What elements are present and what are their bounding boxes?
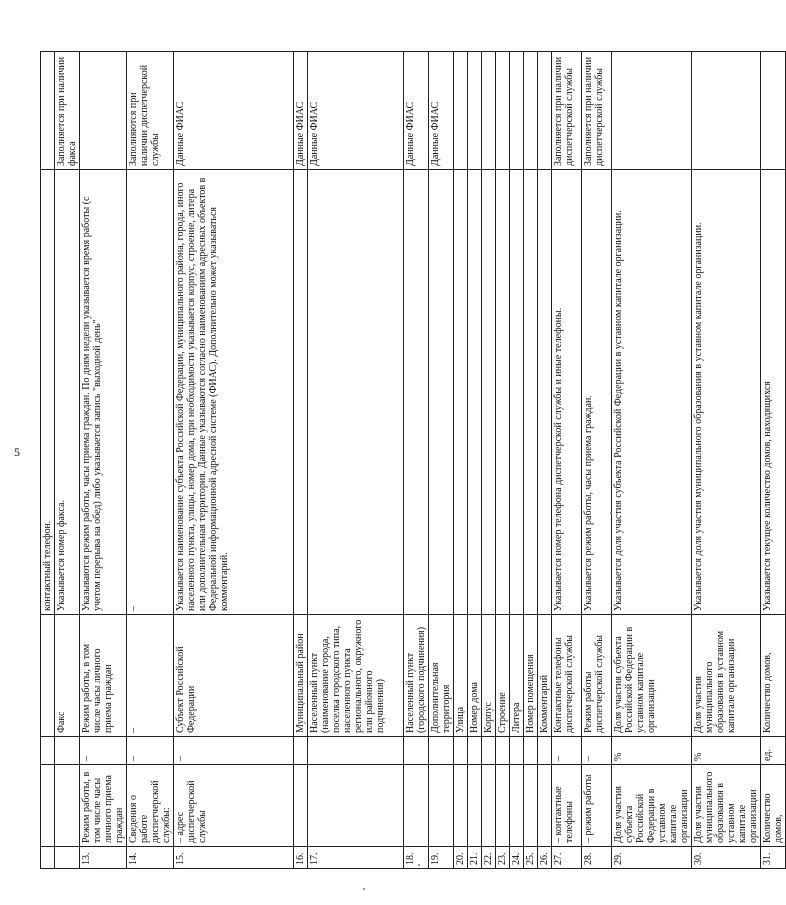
row-number-cell: 28. xyxy=(582,847,612,869)
parameter-name-cell xyxy=(404,765,429,847)
row-number-cell: 18. xyxy=(404,847,429,869)
parameter-name-cell: Режим работы, в том числе часы личного приема граждан xyxy=(80,765,127,847)
parameter-name-cell: Количество домов, xyxy=(761,765,786,847)
description-cell xyxy=(496,170,510,615)
field-name-cell: Литера xyxy=(510,615,524,737)
note-cell xyxy=(496,52,510,170)
unit-cell xyxy=(468,737,482,765)
note-cell xyxy=(761,52,786,170)
table-row xyxy=(552,52,582,869)
field-name-cell: Строение xyxy=(496,615,510,737)
parameter-name-cell: Доля участия субъекта Российской Федерации в уставном капитале организации xyxy=(612,765,692,847)
parameter-name-cell: – контактные телефоны xyxy=(552,765,582,847)
field-name-cell: Комментарий xyxy=(538,615,552,737)
field-name-cell: Муниципальный район xyxy=(294,615,308,737)
field-name-cell xyxy=(41,615,55,737)
description-cell: – xyxy=(127,170,174,615)
parameter-name-cell xyxy=(55,765,80,847)
field-name-cell: Дополнительная территория xyxy=(429,615,454,737)
description-cell: Указывается доля участия муниципального образования в уставном капитале организации. xyxy=(692,170,761,615)
unit-cell xyxy=(41,737,55,765)
note-cell xyxy=(41,52,55,170)
note-cell: Данные ФИАС xyxy=(308,52,404,170)
unit-cell xyxy=(55,737,80,765)
row-number-cell: 15. xyxy=(174,847,294,869)
description-cell: Указывается текущее количество домов, находящихся xyxy=(761,170,786,615)
field-name-cell: Населенный пункт (наименование города, поселка городского типа, населенного пункта регионального, окружного или районного подчинения) xyxy=(308,615,404,737)
field-name-cell: Улица xyxy=(454,615,468,737)
row-number-cell: 27. xyxy=(552,847,582,869)
description-cell: Указывается наименование субъекта Российской Федерации, муниципального района, города, иного населенного пункта, улицы, номер дома, при необходимости указывается корпус, строение, литера или дополнительная территория. Данные указываются согласно наименованиям адресных объектов в Федеральной информационной адресной системе (ФИАС). Дополнительно может указываться комментарий. xyxy=(174,170,294,615)
description-cell: Указывается номер телефона диспетчерской службы и иные телефоны. xyxy=(552,170,582,615)
table-row xyxy=(41,52,55,869)
description-cell xyxy=(308,170,404,615)
parameter-name-cell xyxy=(294,765,308,847)
row-number-cell: 25. xyxy=(524,847,538,869)
description-cell xyxy=(482,170,496,615)
table-row xyxy=(127,52,174,869)
table-row xyxy=(308,52,404,869)
unit-cell xyxy=(510,737,524,765)
note-cell: Заполняется при наличии диспетчерской службы xyxy=(552,52,582,170)
unit-cell xyxy=(496,737,510,765)
field-name-cell: – xyxy=(127,615,174,737)
table-row xyxy=(174,52,294,869)
description-cell: Указывается номер факса. xyxy=(55,170,80,615)
scan-speck xyxy=(418,864,420,866)
parameter-name-cell xyxy=(429,765,454,847)
row-number-cell: 24. xyxy=(510,847,524,869)
unit-cell xyxy=(404,737,429,765)
page-number: 5 xyxy=(14,445,20,459)
table-row xyxy=(429,52,454,869)
parameter-name-cell: Сведения о работе диспетчерской службы: xyxy=(127,765,174,847)
table-row xyxy=(482,52,496,869)
field-name-cell: Количество домов, xyxy=(761,615,786,737)
unit-cell xyxy=(524,737,538,765)
description-cell xyxy=(429,170,454,615)
unit-cell: – xyxy=(80,737,127,765)
parameter-name-cell xyxy=(538,765,552,847)
note-cell xyxy=(482,52,496,170)
parameter-name-cell xyxy=(468,765,482,847)
field-name-cell: Контактные телефоны диспетчерской службы xyxy=(552,615,582,737)
row-number-cell: 20. xyxy=(454,847,468,869)
unit-cell: % xyxy=(612,737,692,765)
table-row xyxy=(294,52,308,869)
note-cell: Заполняется при наличии факса xyxy=(55,52,80,170)
table-row xyxy=(55,52,80,869)
table-row xyxy=(454,52,468,869)
field-name-cell: Номер помещения xyxy=(524,615,538,737)
field-name-cell: Доля участия муниципального образования в уставном капитале организации xyxy=(692,615,761,737)
note-cell: Данные ФИАС xyxy=(294,52,308,170)
row-number-cell: 19. xyxy=(429,847,454,869)
note-cell: Данные ФИАС xyxy=(429,52,454,170)
table-body xyxy=(41,52,786,869)
table-row xyxy=(496,52,510,869)
data-table xyxy=(40,51,786,869)
note-cell: Заполняются при наличии диспетчерской службы xyxy=(127,52,174,170)
description-cell: контактный телефон. xyxy=(41,170,55,615)
field-name-cell: Режим работы диспетчерской службы xyxy=(582,615,612,737)
table-row xyxy=(612,52,692,869)
row-number-cell: 14. xyxy=(127,847,174,869)
unit-cell xyxy=(482,737,496,765)
table-row xyxy=(761,52,786,869)
description-cell xyxy=(468,170,482,615)
description-cell xyxy=(454,170,468,615)
rotated-table-sheet xyxy=(40,52,784,869)
row-number-cell: 23. xyxy=(496,847,510,869)
note-cell: Заполняется при наличии диспетчерской службы xyxy=(582,52,612,170)
parameter-name-cell xyxy=(524,765,538,847)
parameter-name-cell: – режим работы xyxy=(582,765,612,847)
field-name-cell: Факс xyxy=(55,615,80,737)
description-cell: Указывается доля участия субъекта Российской Федерации в уставном капитале организации. xyxy=(612,170,692,615)
table-row xyxy=(468,52,482,869)
unit-cell: ед. xyxy=(761,737,786,765)
note-cell xyxy=(692,52,761,170)
table-row xyxy=(524,52,538,869)
description-cell xyxy=(510,170,524,615)
row-number-cell: 13. xyxy=(80,847,127,869)
note-cell xyxy=(612,52,692,170)
field-name-cell: Номер дома xyxy=(468,615,482,737)
table-row xyxy=(582,52,612,869)
parameter-name-cell xyxy=(496,765,510,847)
unit-cell xyxy=(308,737,404,765)
parameter-name-cell xyxy=(308,765,404,847)
description-cell xyxy=(538,170,552,615)
note-cell xyxy=(524,52,538,170)
table-row xyxy=(404,52,429,869)
scan-speck xyxy=(363,888,365,890)
description-cell xyxy=(404,170,429,615)
row-number-cell: 26. xyxy=(538,847,552,869)
row-number-cell: 21. xyxy=(468,847,482,869)
row-number-cell xyxy=(55,847,80,869)
row-number-cell: 22. xyxy=(482,847,496,869)
field-name-cell: Корпус xyxy=(482,615,496,737)
table-row xyxy=(80,52,127,869)
unit-cell xyxy=(294,737,308,765)
table-row xyxy=(510,52,524,869)
description-cell xyxy=(524,170,538,615)
unit-cell: – xyxy=(127,737,174,765)
note-cell xyxy=(538,52,552,170)
row-number-cell: 29. xyxy=(612,847,692,869)
note-cell xyxy=(454,52,468,170)
description-cell: Указываются режим работы, часы приема граждан. По дням недели указывается время работы (с учетом перерыва на обед) либо указывается запись "выходной день" xyxy=(80,170,127,615)
unit-cell: – xyxy=(552,737,582,765)
note-cell: Данные ФИАС xyxy=(404,52,429,170)
unit-cell: – xyxy=(174,737,294,765)
parameter-name-cell xyxy=(454,765,468,847)
field-name-cell: Доля участия субъекта Российской Федерации в уставном капитале организации xyxy=(612,615,692,737)
description-cell: Указывается режим работы, часы приема граждан. xyxy=(582,170,612,615)
table-row xyxy=(538,52,552,869)
row-number-cell: 30. xyxy=(692,847,761,869)
row-number-cell xyxy=(41,847,55,869)
parameter-name-cell xyxy=(482,765,496,847)
note-cell xyxy=(80,52,127,170)
parameter-name-cell: Доля участия муниципального образования в уставном капитале организации xyxy=(692,765,761,847)
note-cell xyxy=(510,52,524,170)
table-row xyxy=(692,52,761,869)
field-name-cell: Субъект Российской Федерации xyxy=(174,615,294,737)
field-name-cell: Режим работы, в том числе часы личного приема граждан xyxy=(80,615,127,737)
unit-cell: – xyxy=(582,737,612,765)
scan-speck xyxy=(610,512,612,514)
unit-cell xyxy=(429,737,454,765)
parameter-name-cell xyxy=(510,765,524,847)
unit-cell: % xyxy=(692,737,761,765)
note-cell: Данные ФИАС xyxy=(174,52,294,170)
parameter-name-cell: – адрес диспетчерской службы xyxy=(174,765,294,847)
row-number-cell: 16. xyxy=(294,847,308,869)
row-number-cell: 31. xyxy=(761,847,786,869)
unit-cell xyxy=(454,737,468,765)
row-number-cell: 17. xyxy=(308,847,404,869)
note-cell xyxy=(468,52,482,170)
parameter-name-cell xyxy=(41,765,55,847)
unit-cell xyxy=(538,737,552,765)
description-cell xyxy=(294,170,308,615)
field-name-cell: Населенный пункт (городского подчинения) xyxy=(404,615,429,737)
